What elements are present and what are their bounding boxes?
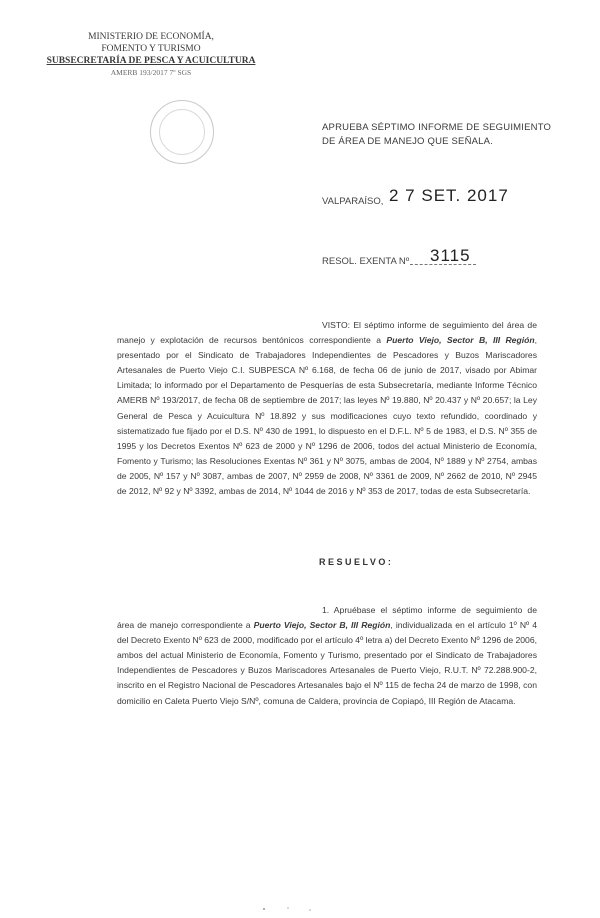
article-1-text-b: , individualizada en el artículo 1º Nº 4 del Decreto Exento Nº 623 de 2000, modificado por el artículo 4º letra a) del Decreto Exento Nº 1296 de 2006, ambos del actual Ministerio de Economía, Fomento y Turismo, presentado por el Sindicato de Trabajadores Independientes de Pescadores y Buzos Mariscadores Artesanales de Puerto Viejo, R.U.T. Nº 72.288.900-2, inscrito en el Registro Nacional de Pescadores Artesanales bajo el Nº 115 de fecha 24 de marzo de 1998, con domicilio en Caleta Puerto Viejo S/Nº, comuna de Caldera, provincia de Copiapó, III Región de Atacama. — [117, 620, 538, 706]
resolution-number: 3115 — [430, 246, 471, 265]
official-stamp — [150, 100, 214, 164]
visto-text-a: VISTO: El séptimo informe de seguimiento del área de manejo y explotación de recursos bentónicos correspondiente a — [117, 320, 537, 346]
scan-specks — [258, 905, 318, 913]
visto-paragraph — [117, 318, 537, 499]
article-1-area-name: Puerto Viejo, Sector B, III Región — [253, 620, 391, 631]
place-label: VALPARAÍSO, — [322, 196, 384, 207]
resolution-date: 2 7 SET. 2017 — [389, 186, 509, 205]
article-1-text-a: 1. Apruébase el séptimo informe de seguimiento de área de manejo correspondiente a — [117, 605, 537, 631]
subsecretariat-name: SUBSECRETARÍA DE PESCA Y ACUICULTURA — [46, 56, 256, 66]
resolution-label: RESOL. EXENTA Nº — [322, 256, 410, 267]
visto-text-b: , presentado por el Sindicato de Trabajadores Independientes de Pescadores y Buzos Mariscadores Artesanales de Puerto Viejo C.I. SUBPESCA Nº 6.168, de fecha 06 de junio de 2017, visado por Abimar Limitada; lo informado por el Departamento de Pesquerías de esta Subsecretaría, mediante Informe Técnico AMERB Nº 193/2017, de fecha 08 de septiembre de 2017; las leyes Nº 19.880, Nº 20.437 y Nº 20.657; la Ley General de Pesca y Acuicultura Nº 18.892 y sus modificaciones cuyo texto refundido, coordinado y sistematizado fue fijado por el D.S. Nº 430 de 1991, lo dispuesto en el D.F.L. Nº 5 de 1983, el D.S. Nº 355 de 1995 y los Decretos Exentos Nº 623 de 2000 y Nº 1296 de 2006, todos del actual Ministerio de Economía, Fomento y Turismo; las Resoluciones Exentas Nº 361 y Nº 3075, ambas de 2004, Nº 1889 y Nº 2754, ambas de 2005, Nº 157 y Nº 3087, ambas de 2007, Nº 2959 de 2008, Nº 3361 de 2009, Nº 2662 de 2010, Nº 2945 de 2012, Nº 92 y Nº 3392, ambas de 2014, Nº 1044 de 2016 y Nº 353 de 2017, todas de esta Subsecretaría. — [117, 335, 537, 497]
resolution-subject: APRUEBA SÉPTIMO INFORME DE SEGUIMIENTO DE ÁREA DE MANEJO QUE SEÑALA. — [322, 122, 552, 147]
file-reference: AMERB 193/2017 7º SGS — [110, 68, 192, 77]
resolution-article-1 — [117, 603, 537, 709]
ministry-subname: FOMENTO Y TURISMO — [101, 44, 201, 54]
resuelvo-heading: RESUELVO: — [319, 557, 394, 567]
number-underline — [410, 264, 476, 265]
letterhead — [46, 31, 256, 79]
visto-area-name: Puerto Viejo, Sector B, III Región — [386, 335, 535, 346]
ministry-name: MINISTERIO DE ECONOMÍA, — [88, 32, 214, 42]
